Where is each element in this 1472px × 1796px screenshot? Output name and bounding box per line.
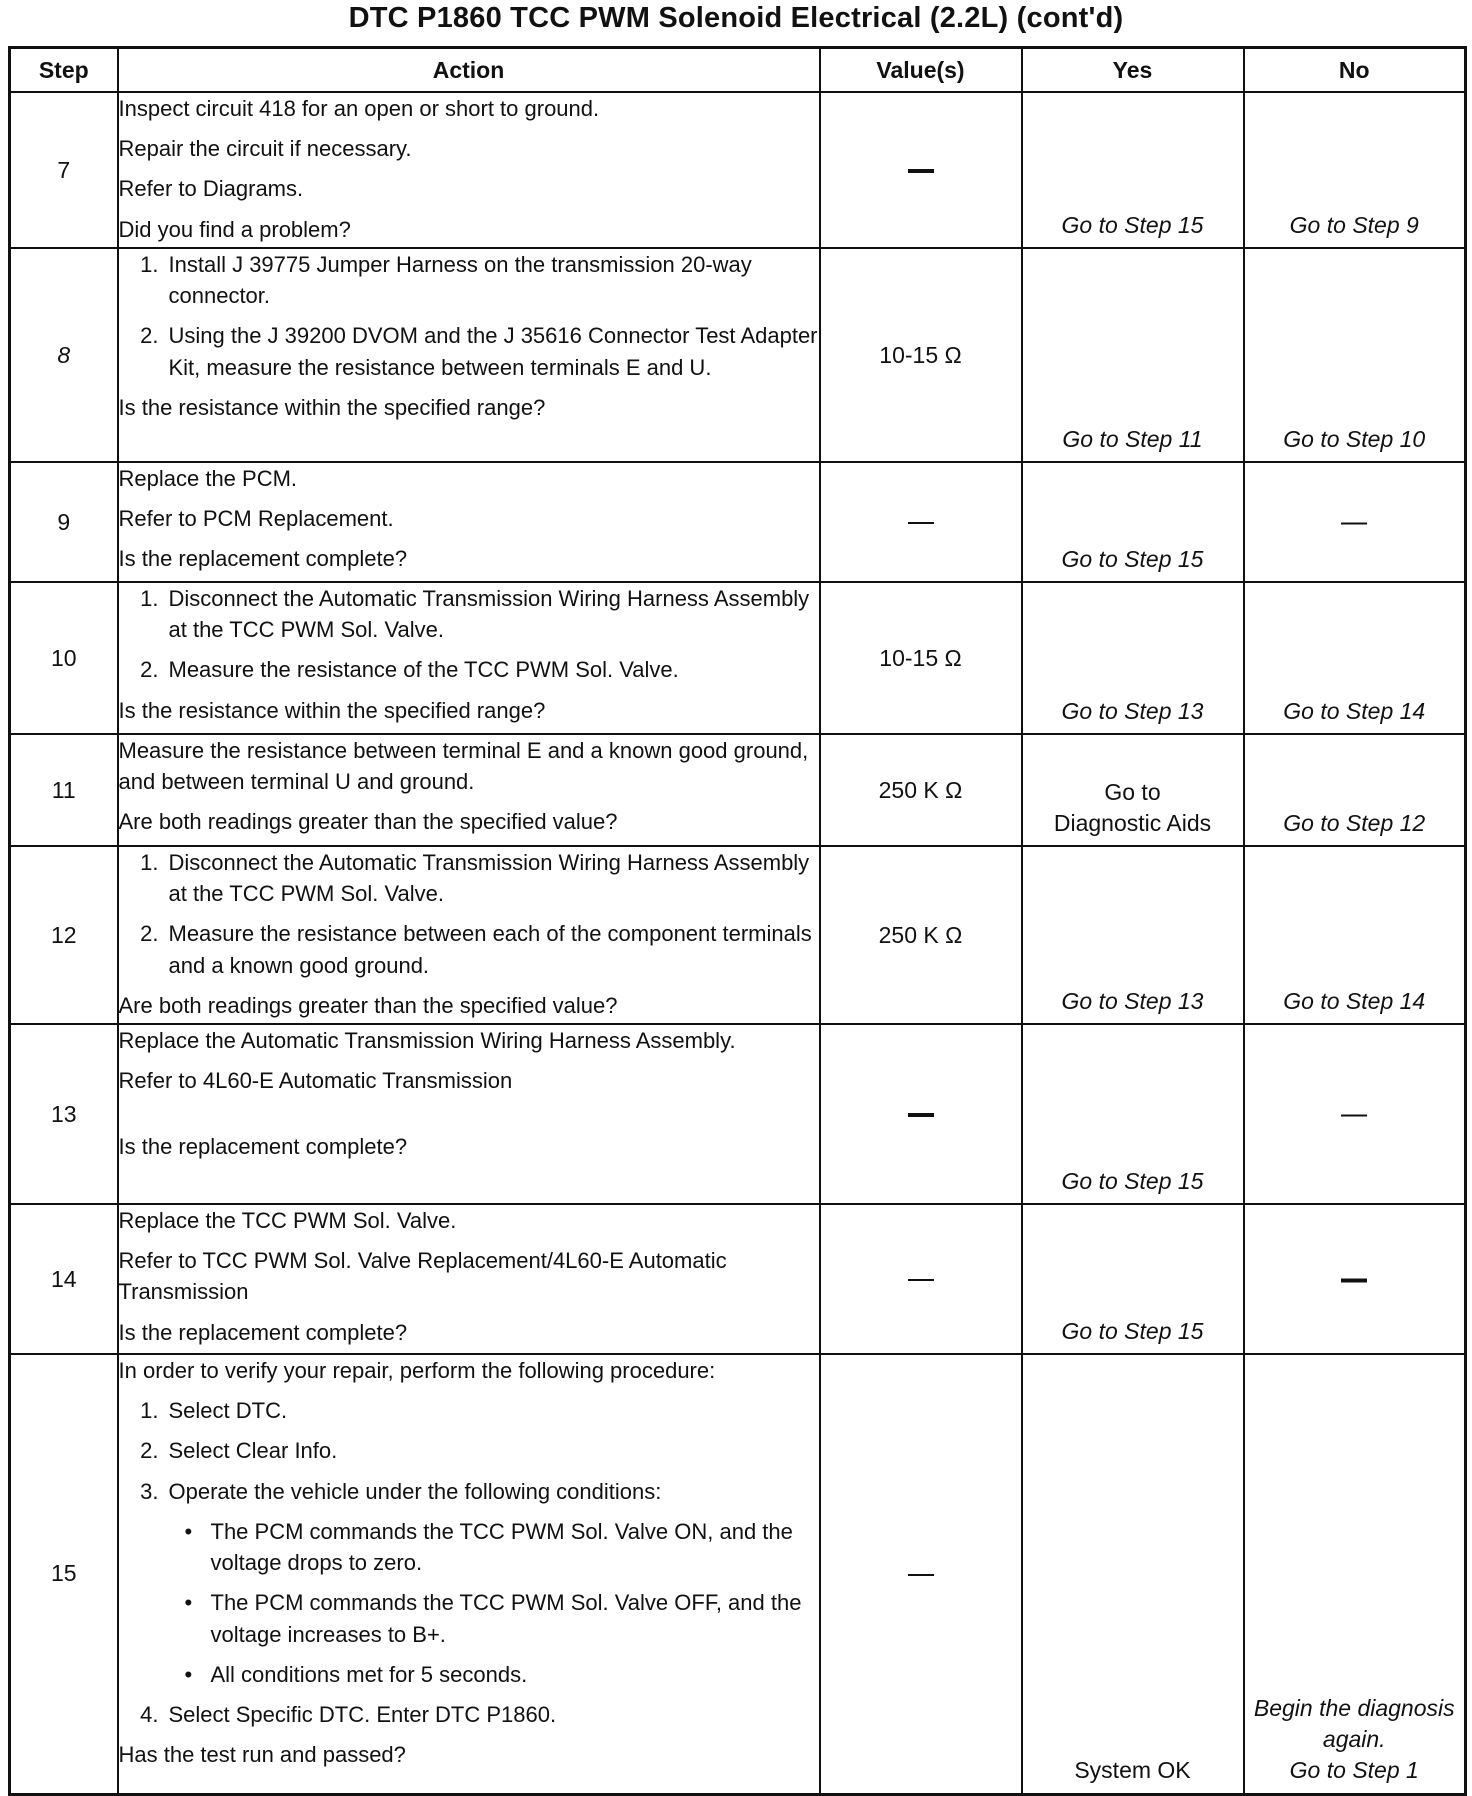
- yes-cell: [1022, 846, 1244, 1024]
- table-row: [10, 1024, 1466, 1204]
- no-result: Go to Step 12: [1283, 809, 1426, 836]
- action-line: Refer to 4L60-E Automatic Transmission: [118, 1068, 513, 1094]
- yes-cell: [1022, 1354, 1244, 1794]
- step-number: 13: [10, 1024, 118, 1204]
- action-question: Are both readings greater than the specified value?: [118, 809, 618, 835]
- no-result-none: [1245, 1101, 1465, 1128]
- action-line: Replace the TCC PWM Sol. Valve.: [118, 1208, 457, 1233]
- table-header-row: [10, 48, 1466, 93]
- yes-result: Go to Step 11: [1062, 425, 1203, 452]
- yes-result: Go to Step 15: [1061, 1317, 1204, 1344]
- action-line: Repair the circuit if necessary.: [118, 136, 412, 162]
- list-item: 1. Disconnect the Automatic Transmission Wiring Harness Assembly at the TCC PWM Sol. Valve.: [140, 850, 810, 907]
- list-item: 3. Operate the vehicle under the following conditions:: [140, 1478, 662, 1504]
- value-cell: 10-15 Ω: [820, 582, 1022, 734]
- action-cell: [118, 582, 820, 734]
- yes-cell: [1022, 92, 1244, 248]
- header-values: Value(s): [820, 48, 1022, 93]
- yes-result: Go to Step 13: [1061, 987, 1204, 1014]
- table-row: [10, 462, 1466, 582]
- yes-result: System OK: [1074, 1757, 1191, 1784]
- action-cell: [118, 248, 820, 462]
- yes-result-link: Diagnostic Aids: [1053, 809, 1212, 836]
- action-question: Is the replacement complete?: [118, 1134, 408, 1160]
- table-row: [10, 1204, 1466, 1354]
- action-question: Is the resistance within the specified range?: [118, 394, 546, 420]
- no-cell: [1244, 846, 1466, 1024]
- no-result: Go to Step 9: [1289, 211, 1419, 238]
- action-cell: [118, 462, 820, 582]
- none-dash: [1341, 1278, 1367, 1282]
- action-question: Is the replacement complete?: [118, 1319, 408, 1345]
- action-cell: [118, 1024, 820, 1204]
- list-item: 2. Select Clear Info.: [140, 1438, 338, 1464]
- none-dash: [1341, 522, 1367, 524]
- step-number: 11: [10, 734, 118, 846]
- no-result: [1245, 1693, 1465, 1786]
- action-question: Is the resistance within the specified range?: [118, 697, 546, 723]
- none-dash: [908, 1113, 934, 1117]
- value-cell: [820, 1354, 1022, 1794]
- action-line: Replace the Automatic Transmission Wiring Harness Assembly.: [118, 1028, 736, 1053]
- value-cell: 10-15 Ω: [820, 248, 1022, 462]
- action-line: Measure the resistance between terminal E and a known good ground, and between terminal U and ground.: [118, 738, 809, 795]
- action-line: Replace the PCM.: [118, 466, 298, 491]
- action-question: Is the replacement complete?: [118, 546, 408, 572]
- yes-cell: [1022, 1024, 1244, 1204]
- yes-result: Go to Step 13: [1061, 697, 1204, 724]
- action-cell: [118, 1204, 820, 1354]
- action-question: Did you find a problem?: [118, 216, 351, 242]
- yes-cell: [1022, 248, 1244, 462]
- action-line: Refer to Diagrams.: [118, 176, 304, 202]
- action-question: Has the test run and passed?: [118, 1742, 406, 1768]
- table-row: [10, 92, 1466, 248]
- action-question: Are both readings greater than the specified value?: [118, 992, 618, 1018]
- action-line: In order to verify your repair, perform the following procedure:: [118, 1358, 716, 1383]
- step-number: 14: [10, 1204, 118, 1354]
- bullet-item: • All conditions met for 5 seconds.: [184, 1661, 528, 1687]
- list-item: 1. Disconnect the Automatic Transmission Wiring Harness Assembly at the TCC PWM Sol. Valve.: [140, 586, 810, 643]
- action-line: Refer to TCC PWM Sol. Valve Replacement/4L60-E Automatic Transmission: [118, 1248, 727, 1305]
- yes-cell: [1022, 734, 1244, 846]
- step-number: 10: [10, 582, 118, 734]
- step-number: 8: [10, 248, 118, 462]
- none-dash: [1341, 1114, 1367, 1116]
- table-row: [10, 846, 1466, 1024]
- value-cell: [820, 1204, 1022, 1354]
- table-row: [10, 582, 1466, 734]
- table-row: [10, 248, 1466, 462]
- value-cell: [820, 462, 1022, 582]
- no-result: Go to Step 14: [1283, 987, 1426, 1014]
- no-cell: [1244, 582, 1466, 734]
- step-number: 9: [10, 462, 118, 582]
- yes-result: Go to Step 15: [1061, 545, 1204, 572]
- no-result-line2: Go to Step 1: [1289, 1757, 1419, 1784]
- table-row: [10, 1354, 1466, 1794]
- bullet-item: • The PCM commands the TCC PWM Sol. Valve ON, and the voltage drops to zero.: [184, 1518, 793, 1576]
- bullet-item: • The PCM commands the TCC PWM Sol. Valve OFF, and the voltage increases to B+.: [184, 1590, 802, 1647]
- step-number: 12: [10, 846, 118, 1024]
- yes-result: [1023, 777, 1243, 839]
- list-item: 1. Select DTC.: [140, 1398, 288, 1424]
- step-number: 15: [10, 1354, 118, 1794]
- none-dash: [908, 1279, 934, 1281]
- header-no: No: [1244, 48, 1466, 93]
- yes-result: Go to Step 15: [1061, 211, 1204, 238]
- header-step: Step: [10, 48, 118, 93]
- action-cell: [118, 1354, 820, 1794]
- no-cell: [1244, 1204, 1466, 1354]
- list-item: 2. Measure the resistance of the TCC PWM Sol. Valve.: [140, 657, 679, 683]
- no-cell: [1244, 248, 1466, 462]
- table-row: [10, 734, 1466, 846]
- header-yes: Yes: [1022, 48, 1244, 93]
- value-cell: [820, 1024, 1022, 1204]
- no-cell: [1244, 1024, 1466, 1204]
- yes-cell: [1022, 1204, 1244, 1354]
- yes-cell: [1022, 462, 1244, 582]
- no-cell: [1244, 92, 1466, 248]
- no-result: Go to Step 10: [1283, 425, 1426, 452]
- action-line: Inspect circuit 418 for an open or short to ground.: [118, 96, 600, 121]
- none-dash: [908, 1574, 934, 1576]
- none-dash: [908, 522, 934, 524]
- value-cell: [820, 92, 1022, 248]
- no-cell: [1244, 1354, 1466, 1794]
- step-number: 7: [10, 92, 118, 248]
- yes-result: Go to Step 15: [1061, 1167, 1204, 1194]
- yes-result-line1: Go to: [1104, 778, 1161, 805]
- no-result-none: [1245, 509, 1465, 536]
- action-line: Refer to PCM Replacement.: [118, 506, 394, 532]
- no-result: Go to Step 14: [1283, 697, 1426, 724]
- value-cell: 250 K Ω: [820, 846, 1022, 1024]
- no-result-none: [1245, 1266, 1465, 1293]
- list-item: 2. Measure the resistance between each of the component terminals and a known good ground.: [140, 921, 812, 978]
- yes-cell: [1022, 582, 1244, 734]
- action-cell: [118, 734, 820, 846]
- list-item: 1. Install J 39775 Jumper Harness on the transmission 20-way connector.: [140, 252, 752, 309]
- action-cell: [118, 846, 820, 1024]
- value-cell: 250 K Ω: [820, 734, 1022, 846]
- list-item: 4. Select Specific DTC. Enter DTC P1860.: [140, 1702, 557, 1728]
- diagnostic-table: [8, 46, 1467, 1796]
- none-dash: [908, 169, 934, 173]
- header-action: Action: [118, 48, 820, 93]
- list-item: 2. Using the J 39200 DVOM and the J 35616 Connector Test Adapter Kit, measure the resistance between terminals E and U.: [140, 323, 818, 380]
- no-cell: [1244, 462, 1466, 582]
- page-title: DTC P1860 TCC PWM Solenoid Electrical (2.2L) (cont'd): [348, 2, 1124, 34]
- action-cell: [118, 92, 820, 248]
- no-result-line1: Begin the diagnosis again.: [1253, 1695, 1455, 1753]
- no-cell: [1244, 734, 1466, 846]
